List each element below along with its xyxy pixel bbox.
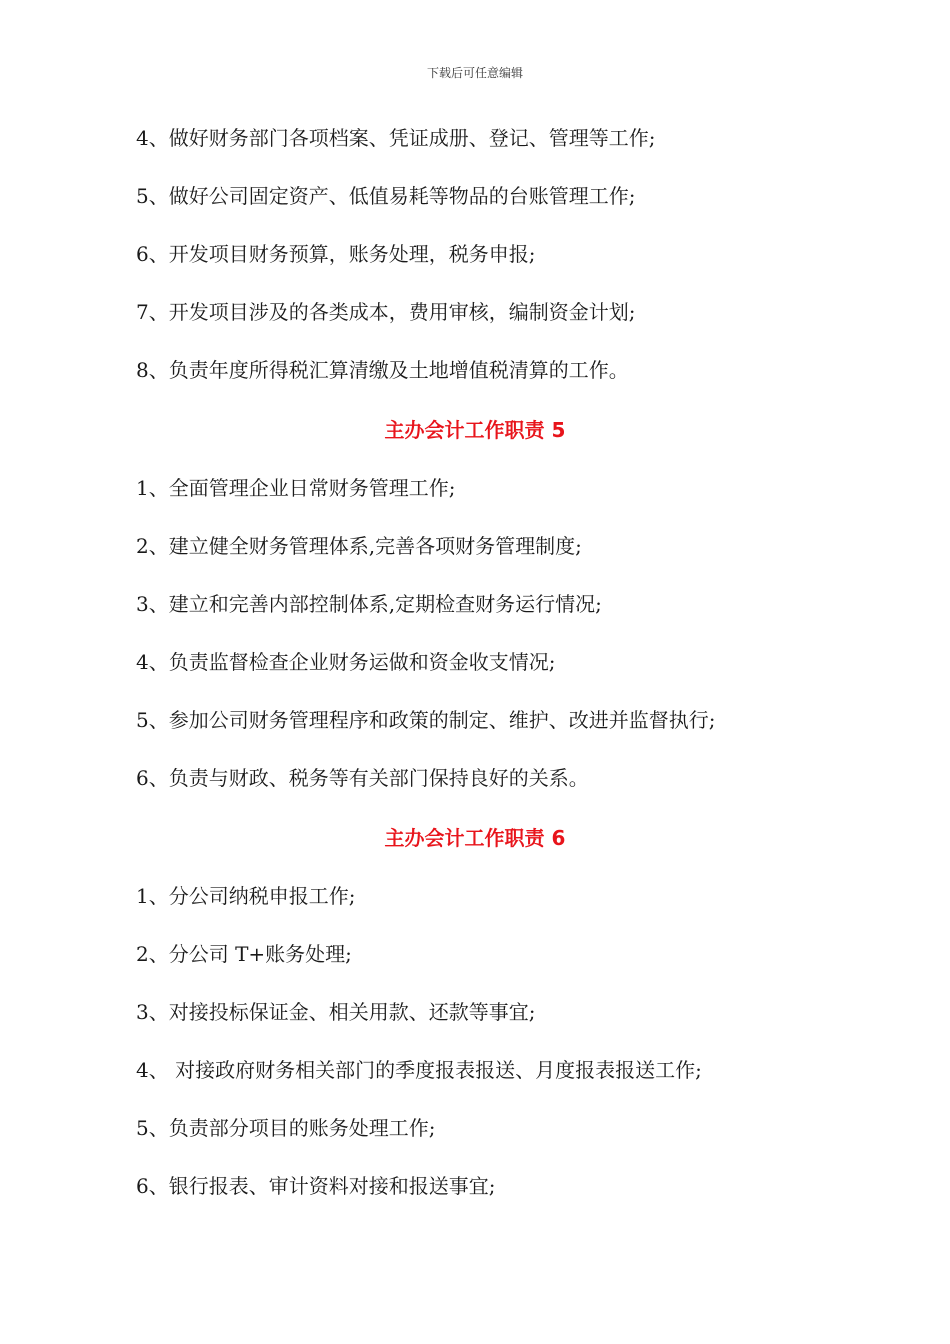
section-heading-5: 主办会计工作职责 5 bbox=[384, 418, 566, 442]
list-item: 2、分公司 T+账务处理; bbox=[136, 942, 352, 966]
list-item: 5、负责部分项目的账务处理工作; bbox=[136, 1116, 436, 1140]
list-item: 4、做好财务部门各项档案、凭证成册、登记、管理等工作; bbox=[136, 126, 656, 150]
list-item: 1、全面管理企业日常财务管理工作; bbox=[136, 476, 456, 500]
section-heading-6: 主办会计工作职责 6 bbox=[384, 826, 566, 850]
list-item: 8、负责年度所得税汇算清缴及土地增值税清算的工作。 bbox=[136, 358, 629, 382]
list-item: 5、做好公司固定资产、低值易耗等物品的台账管理工作; bbox=[136, 184, 636, 208]
list-item: 4、负责监督检查企业财务运做和资金收支情况; bbox=[136, 650, 556, 674]
list-item: 3、建立和完善内部控制体系,定期检查财务运行情况; bbox=[136, 592, 602, 616]
list-item: 6、开发项目财务预算，账务处理，税务申报; bbox=[136, 242, 536, 266]
list-item: 6、负责与财政、税务等有关部门保持良好的关系。 bbox=[136, 766, 589, 790]
list-item: 7、开发项目涉及的各类成本，费用审核，编制资金计划; bbox=[136, 300, 636, 324]
list-item: 5、参加公司财务管理程序和政策的制定、维护、改进并监督执行; bbox=[136, 708, 716, 732]
list-item: 3、对接投标保证金、相关用款、还款等事宜; bbox=[136, 1000, 536, 1024]
list-item: 1、分公司纳税申报工作; bbox=[136, 884, 356, 908]
list-item: 4、 对接政府财务相关部门的季度报表报送、月度报表报送工作; bbox=[136, 1058, 702, 1082]
list-item: 6、银行报表、审计资料对接和报送事宜; bbox=[136, 1174, 496, 1198]
page-header-note: 下载后可任意编辑 bbox=[426, 66, 523, 80]
list-item: 2、建立健全财务管理体系,完善各项财务管理制度; bbox=[136, 534, 582, 558]
